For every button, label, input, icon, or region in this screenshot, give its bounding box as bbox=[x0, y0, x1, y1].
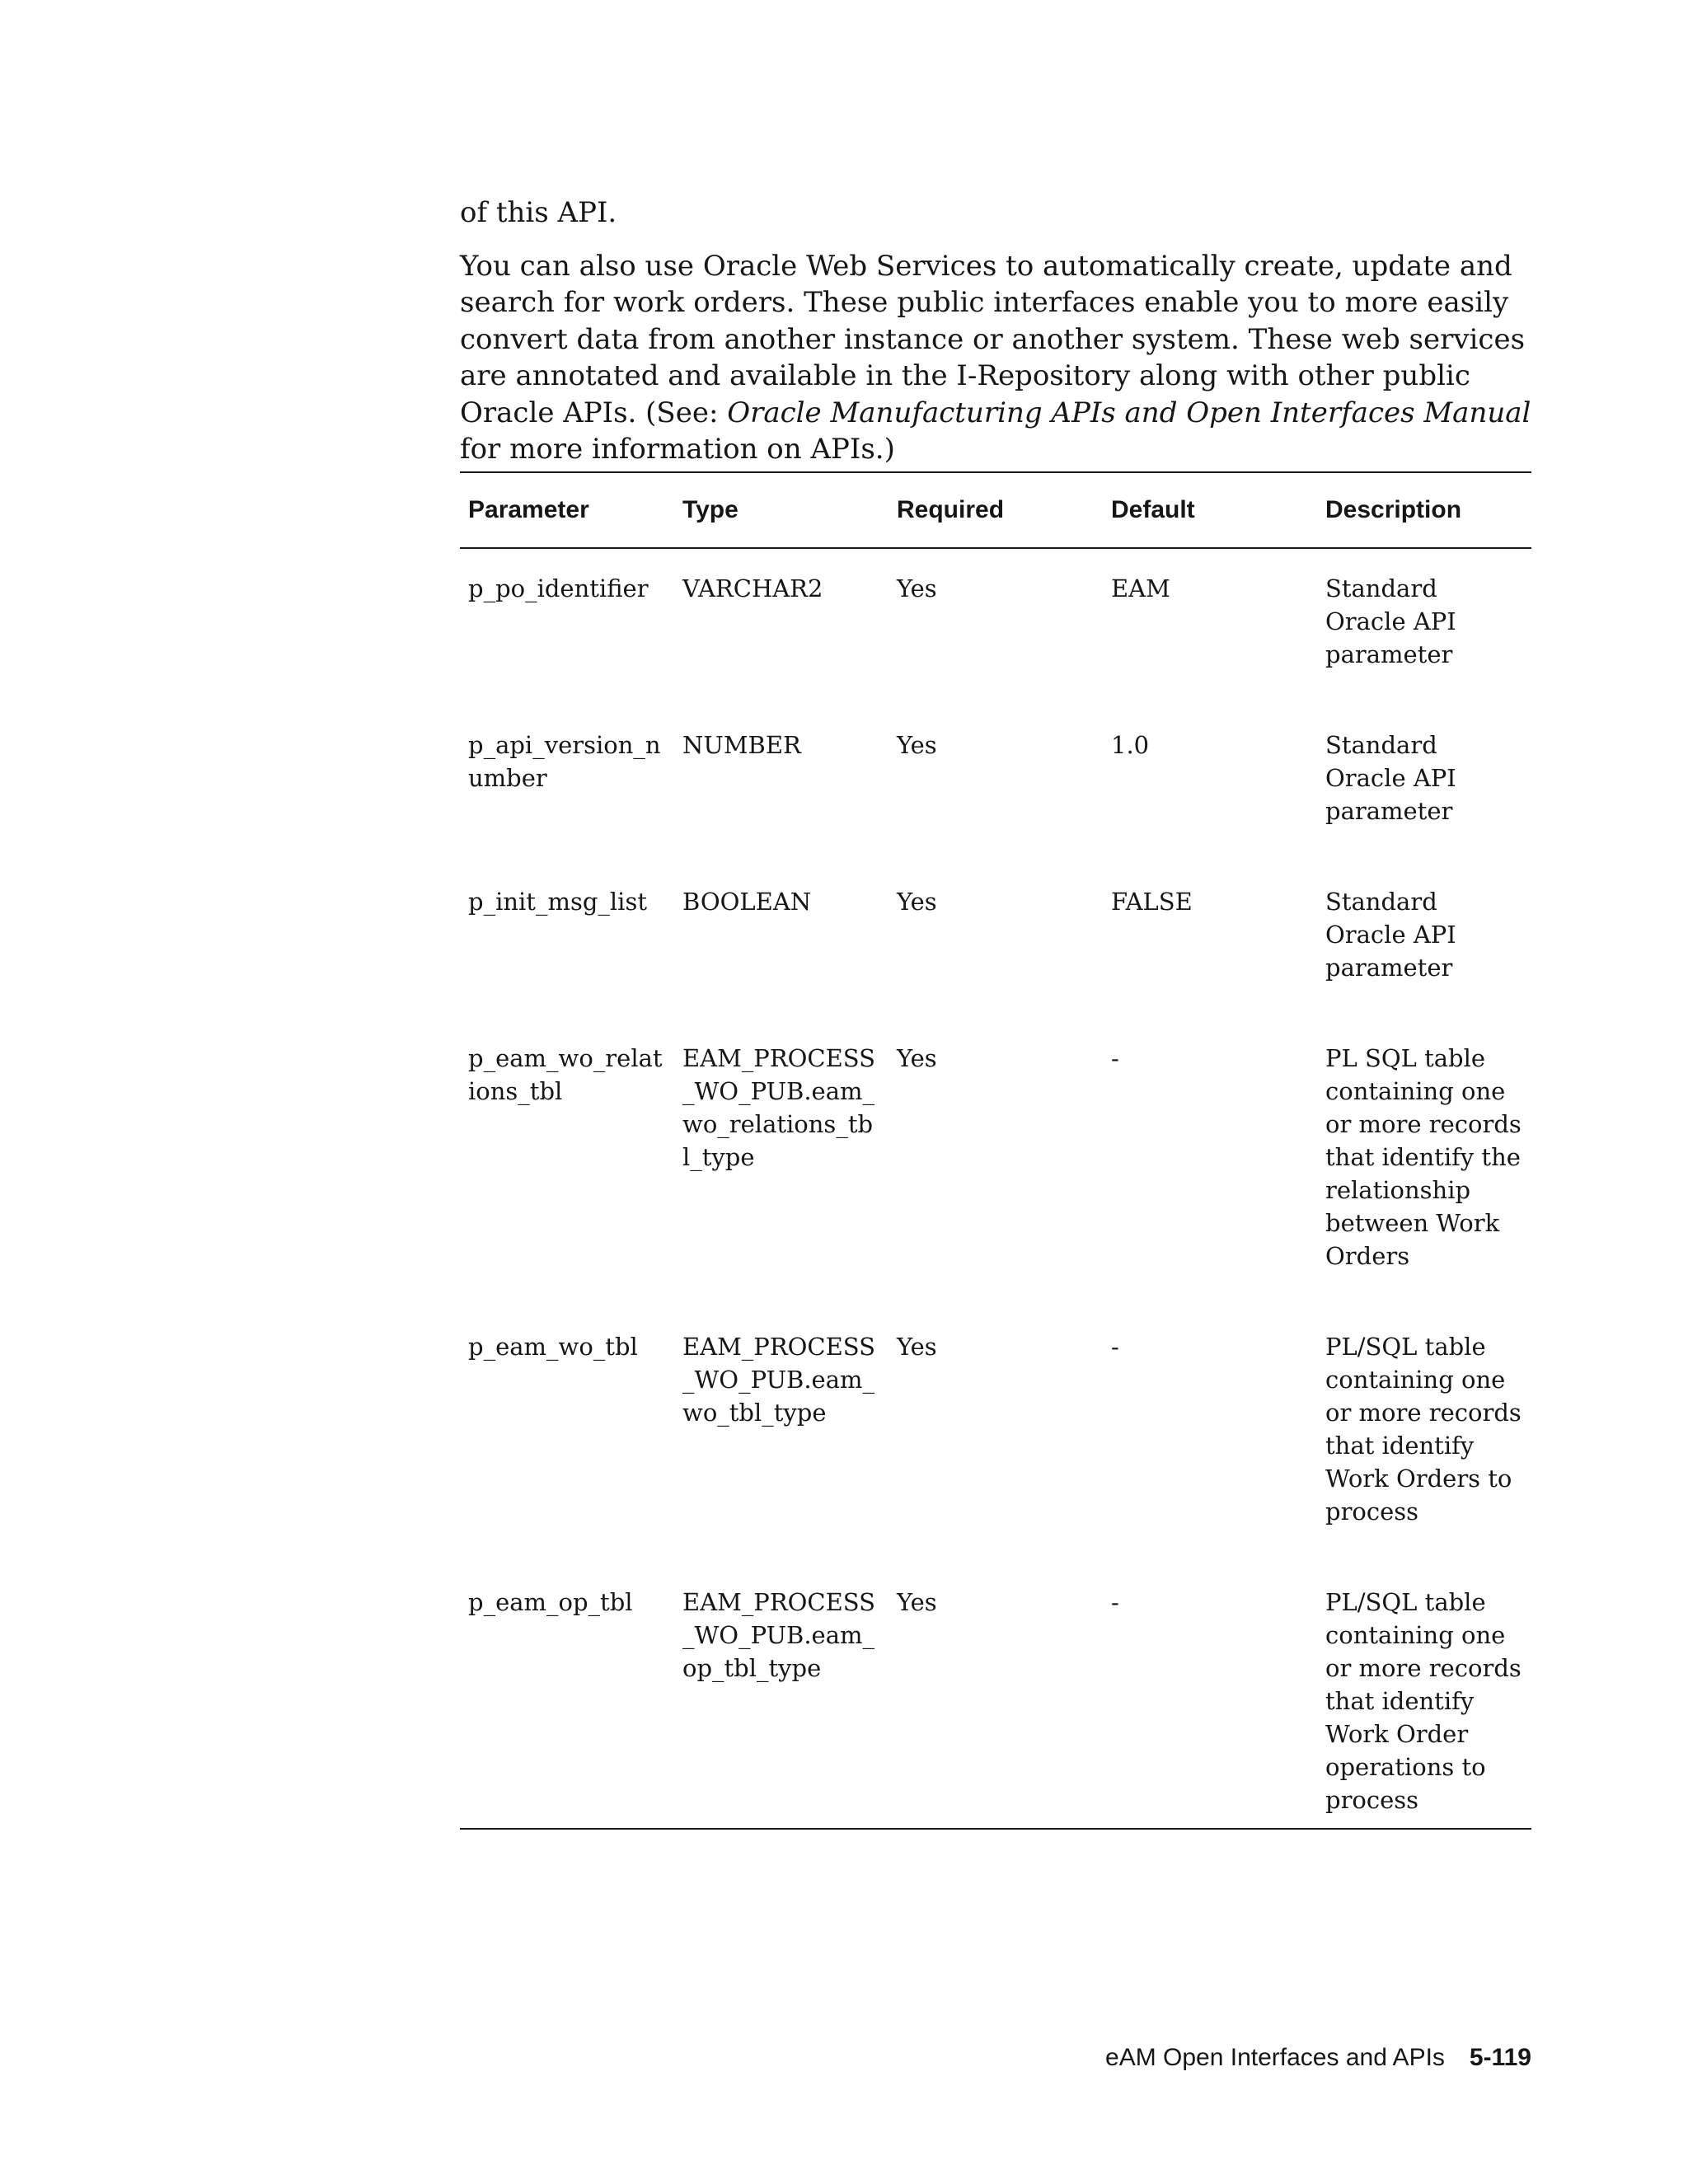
parameter-table-body bbox=[460, 548, 1531, 1829]
cell-required: Yes bbox=[897, 574, 937, 602]
cell-required: Yes bbox=[897, 1044, 937, 1072]
cell-default: FALSE bbox=[1111, 888, 1193, 916]
cell-default: 1.0 bbox=[1111, 731, 1150, 759]
cell-required: Yes bbox=[897, 1333, 937, 1361]
table-row bbox=[460, 1309, 1531, 1564]
column-header-default: Default bbox=[1111, 496, 1195, 523]
cell-required: Yes bbox=[897, 1588, 937, 1616]
parameter-table bbox=[460, 471, 1531, 1830]
column-header-parameter: Parameter bbox=[468, 496, 589, 523]
cell-default: EAM bbox=[1111, 574, 1170, 602]
cell-parameter: p_init_msg_list bbox=[468, 888, 647, 916]
table-row bbox=[460, 1564, 1531, 1829]
cell-description: PL SQL table containing one or more records that identify the relationship between Work Orders bbox=[1325, 1044, 1522, 1270]
manual-title-reference: Oracle Manufacturing APIs and Open Interfaces Manual bbox=[727, 396, 1531, 429]
cell-required: Yes bbox=[897, 888, 937, 916]
header-row bbox=[460, 472, 1531, 548]
footer-section-title: eAM Open Interfaces and APIs bbox=[1105, 2044, 1445, 2071]
table-row bbox=[460, 548, 1531, 707]
cell-parameter: p_eam_wo_relations_tbl bbox=[468, 1044, 663, 1105]
cell-type: EAM_PROCESS_WO_PUB.eam_op_tbl_type bbox=[682, 1588, 876, 1682]
paragraph-text-start: You can also use Oracle Web Services to automatically create, update and search for work orders. These public interfaces enable you to more easily convert data from another instance or another system. These web services are annotated and available in the I-Repository along with other public Oracle APIs. (See: bbox=[460, 249, 1526, 429]
table-row bbox=[460, 1020, 1531, 1309]
page-content bbox=[460, 194, 1531, 1814]
column-header-type: Type bbox=[682, 496, 738, 523]
column-header-description: Description bbox=[1325, 496, 1462, 523]
cell-default: - bbox=[1111, 1044, 1119, 1072]
cell-description: Standard Oracle API parameter bbox=[1325, 574, 1456, 668]
cell-type: BOOLEAN bbox=[682, 888, 812, 916]
cell-type: NUMBER bbox=[682, 731, 801, 759]
cell-default: - bbox=[1111, 1333, 1119, 1361]
cell-description: PL/SQL table containing one or more records that identify Work Order operations to process bbox=[1325, 1588, 1522, 1814]
cell-description: Standard Oracle API parameter bbox=[1325, 888, 1456, 982]
table-row bbox=[460, 864, 1531, 1020]
cell-parameter: p_api_version_number bbox=[468, 731, 661, 792]
cell-parameter: p_eam_op_tbl bbox=[468, 1588, 633, 1616]
cell-parameter: p_po_identifier bbox=[468, 574, 649, 602]
page-number: 5-119 bbox=[1469, 2044, 1531, 2071]
cell-type: VARCHAR2 bbox=[682, 574, 823, 602]
table-row bbox=[460, 707, 1531, 864]
cell-parameter: p_eam_wo_tbl bbox=[468, 1333, 638, 1361]
cell-required: Yes bbox=[897, 731, 937, 759]
page-footer bbox=[1105, 2044, 1531, 2072]
cell-description: Standard Oracle API parameter bbox=[1325, 731, 1456, 825]
intro-continuation: of this API. bbox=[460, 196, 617, 229]
parameter-table-header bbox=[460, 472, 1531, 548]
cell-default: - bbox=[1111, 1588, 1119, 1616]
column-header-required: Required bbox=[897, 496, 1005, 523]
cell-description: PL/SQL table containing one or more records that identify Work Orders to process bbox=[1325, 1333, 1522, 1526]
cell-type: EAM_PROCESS_WO_PUB.eam_wo_tbl_type bbox=[682, 1333, 876, 1427]
paragraph-text-end: for more information on APIs.) bbox=[460, 433, 895, 466]
cell-type: EAM_PROCESS_WO_PUB.eam_wo_relations_tbl_type bbox=[682, 1044, 876, 1171]
web-services-paragraph bbox=[460, 248, 1531, 468]
